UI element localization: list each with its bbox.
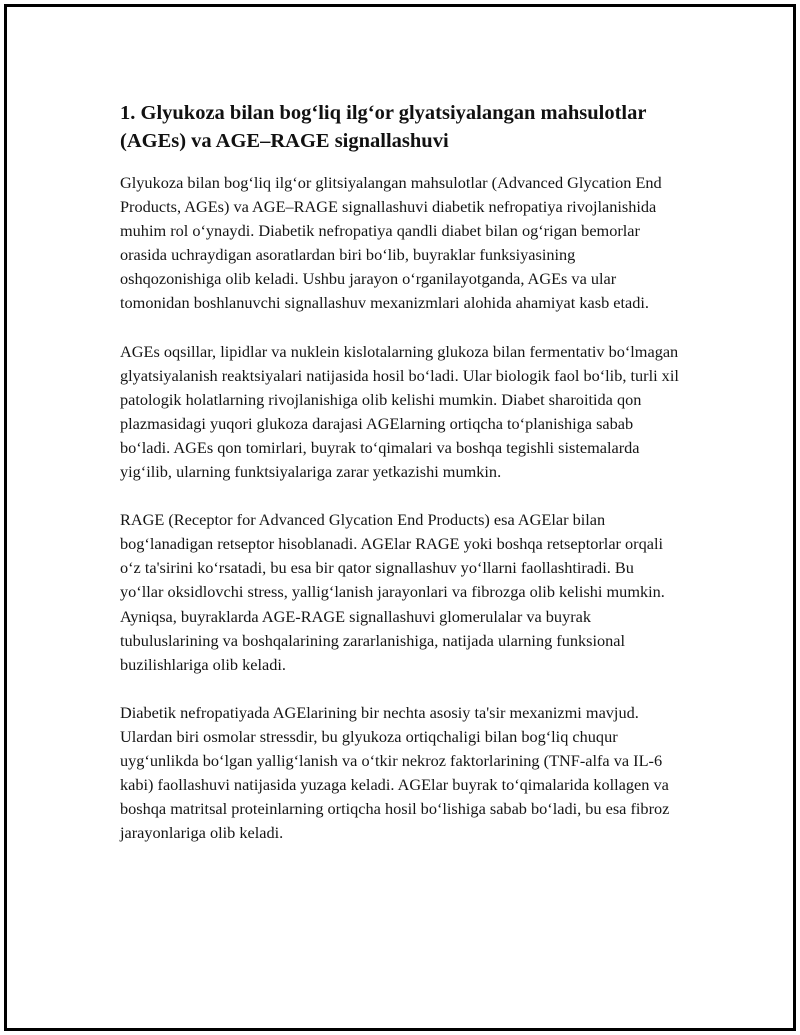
document-content <box>120 99 680 869</box>
paragraph-2: AGEs oqsillar, lipidlar va nuklein kislotalarning glukoza bilan fermentativ bo‘lmagan glyatsiyalanish reaktsiyalari natijasida hosil bo‘ladi. Ular biologik faol bo‘lib, turli xil patologik holatlarning rivojlanishiga olib kelishi mumkin. Diabet sharoitida qon plazmasidagi yuqori glukoza darajasi AGElarning ortiqcha to‘planishiga sabab bo‘ladi. AGEs qon tomirlari, buyrak to‘qimalari va boshqa tegishli sistemalarda yig‘ilib, ularning funktsiyalariga zarar yetkazishi mumkin. <box>120 341 679 482</box>
paragraph-4: Diabetik nefropatiyada AGElarining bir nechta asosiy ta'sir mexanizmi mavjud. Ulardan biri osmolar stressdir, bu glyukoza ortiqchaligi bilan bog‘liq chuqur uyg‘unlikda bo‘lgan yallig‘lanish va o‘tkir nekroz faktorlarining (TNF-alfa va IL-6 kabi) faollashuvi natijasida yuzaga keladi. AGElar buyrak to‘qimalarida kollagen va boshqa matritsal proteinlarning ortiqcha hosil bo‘lishiga sabab bo‘ladi, bu esa fibroz jarayonlariga olib keladi. <box>120 702 670 843</box>
document-page <box>4 4 796 1031</box>
section-heading: 1. Glyukoza bilan bog‘liq ilg‘or glyatsiyalangan mahsulotlar (AGEs) va AGE–RAGE signallashuvi <box>120 102 647 152</box>
paragraph-3: RAGE (Receptor for Advanced Glycation End Products) esa AGElar bilan bog‘lanadigan retseptor hisoblanadi. AGElar RAGE yoki boshqa retseptorlar orqali o‘z ta'sirini ko‘rsatadi, bu esa bir qator signallashuv yo‘llarni faollashtiradi. Bu yo‘llar oksidlovchi stress, yallig‘lanish jarayonlari va fibrozga olib kelishi mumkin. Ayniqsa, buyraklarda AGE-RAGE signallashuvi glomerulalar va buyrak tubuluslarining va boshqalarining zararlanishiga, natijada ularning funksional buzilishlariga olib keladi. <box>120 510 665 674</box>
paragraph-1: Glyukoza bilan bog‘liq ilg‘or glitsiyalangan mahsulotlar (Advanced Glycation End Products, AGEs) va AGE–RAGE signallashuvi diabetik nefropatiya rivojlanishida muhim rol o‘ynaydi. Diabetik nefropatiya qandli diabet bilan og‘rigan bemorlar orasida uchraydigan asoratlardan biri bo‘lib, buyraklar funksiyasining oshqozonishiga olib keladi. Ushbu jarayon o‘rganilayotganda, AGEs va ular tomonidan boshlanuvchi signallashuv mexanizmlari alohida ahamiyat kasb etadi. <box>120 173 662 313</box>
